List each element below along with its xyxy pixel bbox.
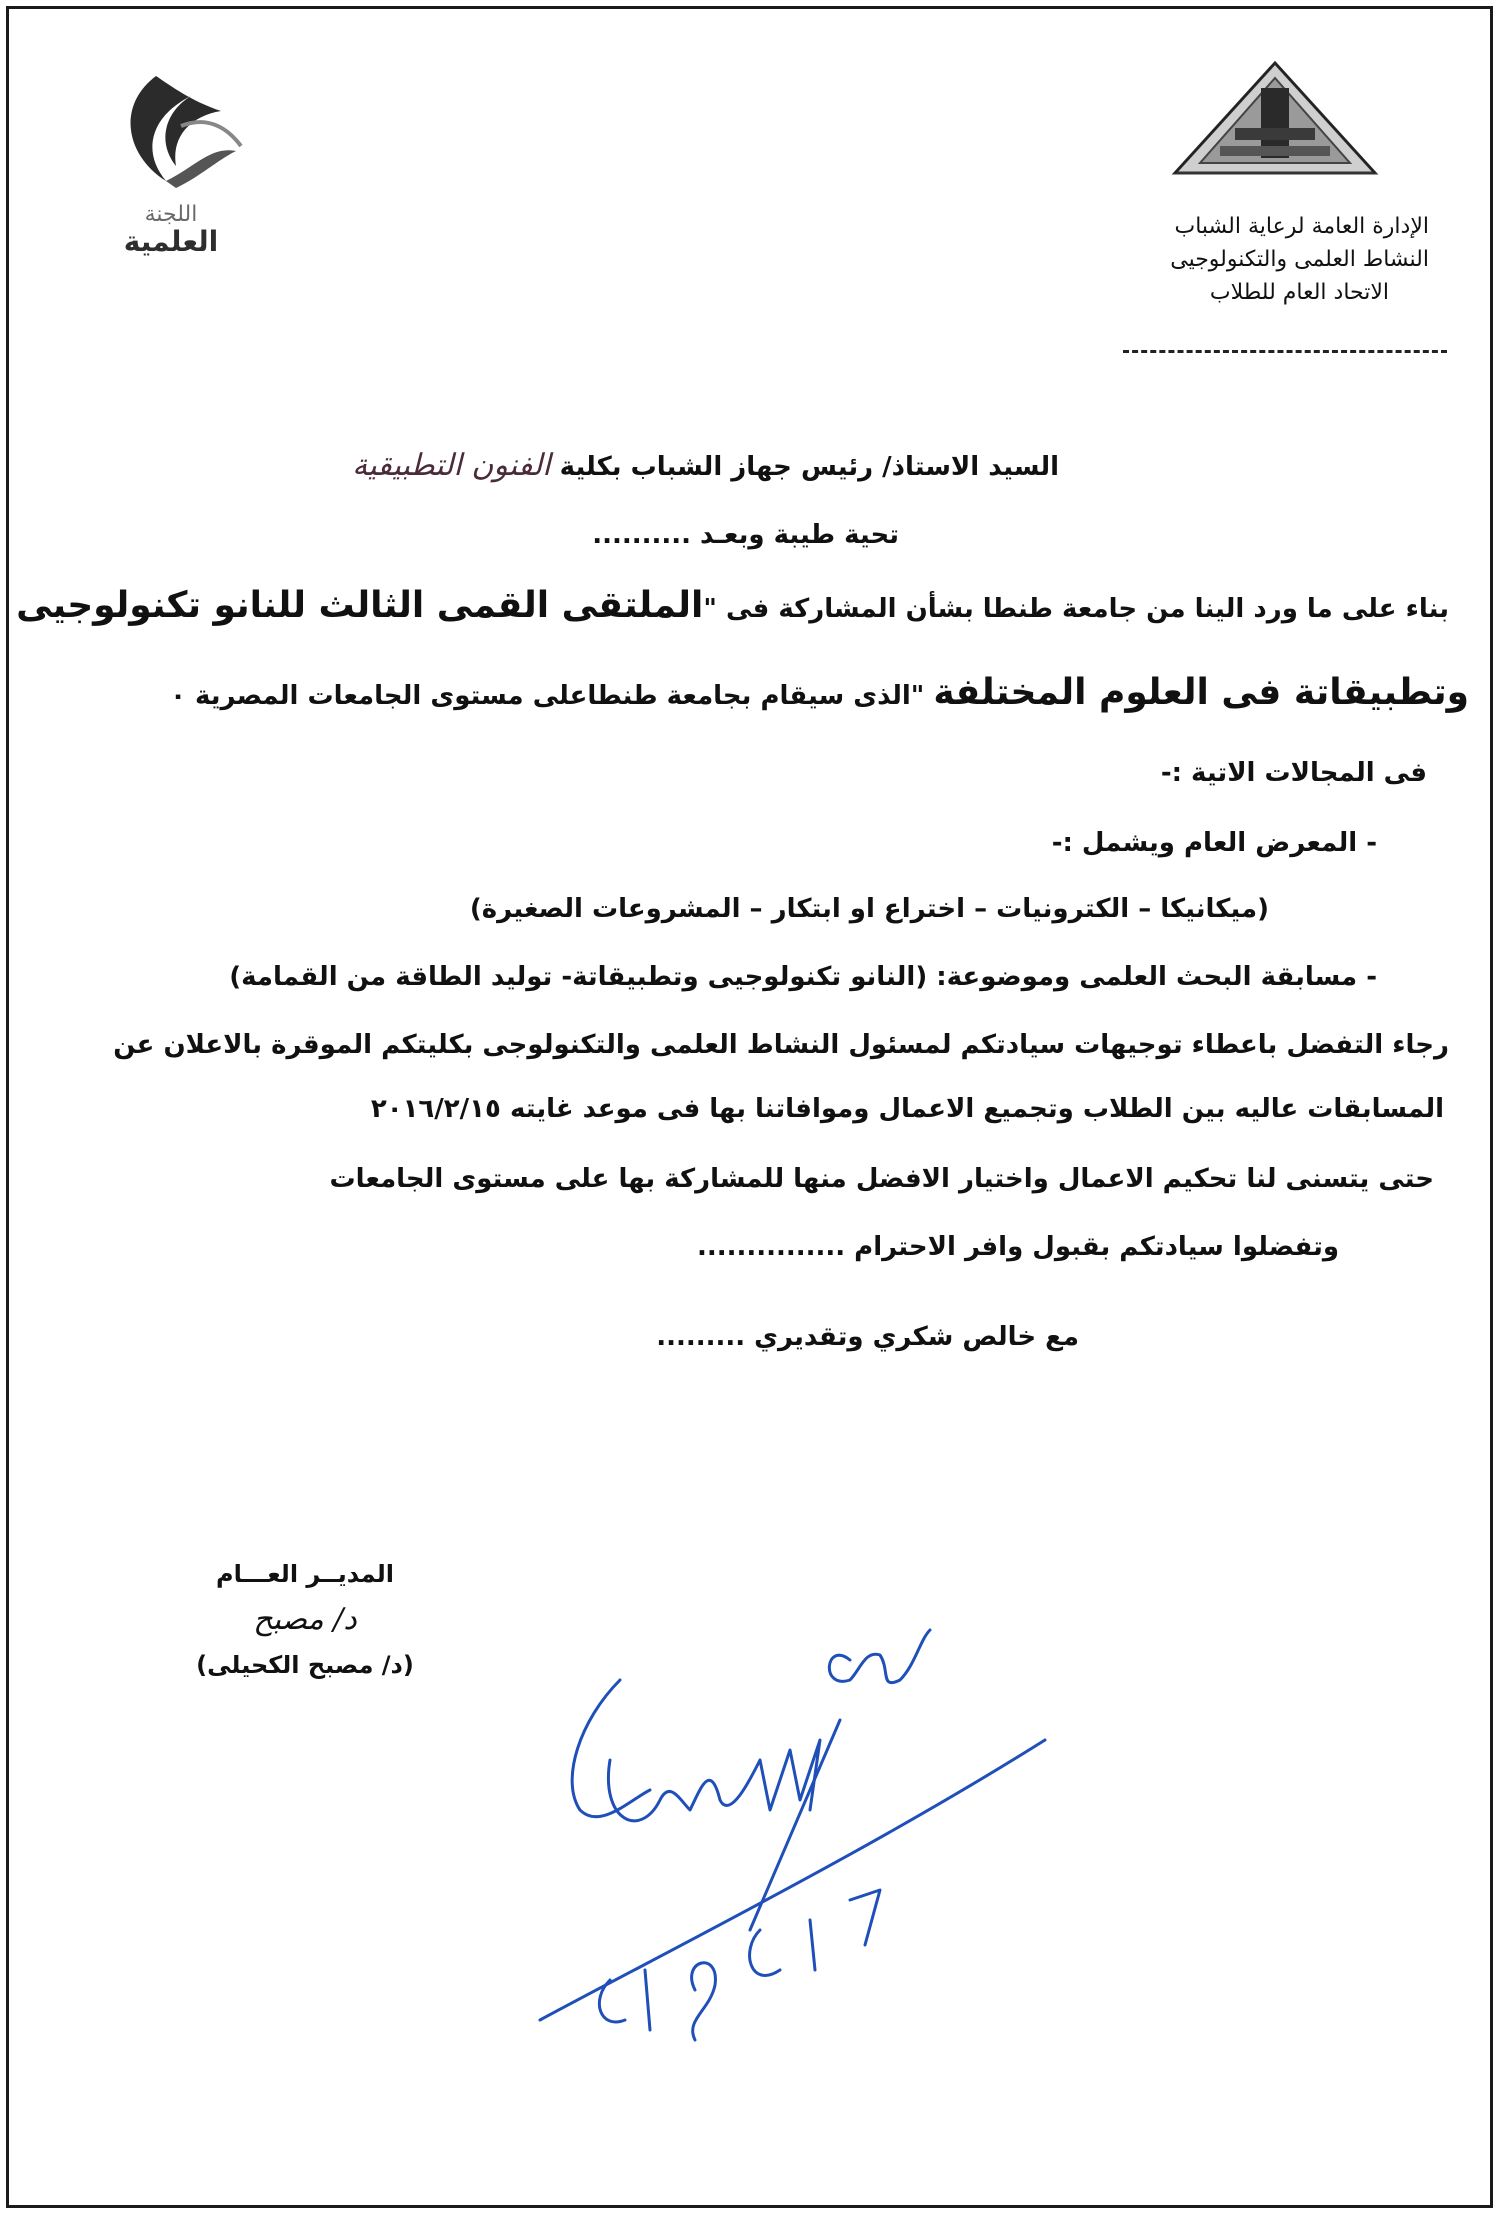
blue-signature-icon [520,1600,1060,2060]
svg-text:اللجنة: اللجنة [144,202,198,227]
field-item-1-detail: (ميكانيكا – الكترونيات – اختراع او ابتكار – المشروعات الصغيرة) [469,894,1269,924]
flame-emblem-icon [96,66,246,266]
pyramid-emblem-icon [1165,58,1385,183]
university-emblem [1165,58,1385,183]
field-item-2: - مسابقة البحث العلمى وموضوعة: (النانو تكنولوجيى وتطبيقاتة- توليد الطاقة من القمامة) [229,962,1377,992]
issuer-header [1009,210,1429,309]
signature-block [160,1560,450,1693]
header-line-2: النشاط العلمى والتكنولوجيى [1170,247,1429,272]
handwritten-approval [520,1600,1060,2060]
signatory-name: (د/ مصبح الكحيلى) [196,1651,414,1679]
header-line-3: الاتحاد العام للطلاب [1209,280,1389,305]
forum-title-continued: وتطبيقاتة فى العلوم المختلفة [933,672,1469,713]
thanks-line: مع خالص شكري وتقديري ......... [656,1322,1079,1352]
svg-text:١٨/٢/٢٠١٦: ١٨/٢/٢٠١٦ [615,2040,620,2041]
paragraph-1-text: بناء على ما ورد الينا من جامعة طنطا بشأن المشاركة فى " [703,594,1449,624]
field-item-1: - المعرض العام ويشمل :- [1051,828,1377,858]
paragraph-2-text: "الذى سيقام بجامعة طنطاعلى مستوى الجامعات المصرية ٠ [170,681,934,711]
signatory-title: المديــر العـــام [216,1560,394,1588]
signatory-scribble: د/ مصبح [253,1602,357,1637]
committee-logo [96,66,246,266]
addressee-handwritten: الفنون التطبيقية [352,448,551,483]
fields-intro: فى المجالات الاتية :- [1160,758,1427,788]
forum-title: الملتقى القمى الثالث للنانو تكنولوجيى [16,585,704,626]
svg-text:العلمية: العلمية [123,225,219,258]
request-line-1: رجاء التفضل باعطاء توجيهات سيادتكم لمسئول النشاط العلمى والتكنولوجى بكليتكم الموقرة بالاعلان عن [113,1030,1449,1060]
paragraph-2 [170,672,1469,713]
closing-line: وتفضلوا سيادتكم بقبول وافر الاحترام ............... [696,1232,1339,1262]
header-line-1: الإدارة العامة لرعاية الشباب [1174,214,1429,239]
addressee-prefix: السيد الاستاذ/ رئيس جهاز الشباب بكلية [559,452,1059,482]
greeting: تحية طيبة وبعـد .......... [592,520,899,550]
request-line-2: المسابقات عاليه بين الطلاب وتجميع الاعمال وموافاتنا بها فى موعد غايته ٢٠١٦/٢/١٥ [370,1094,1444,1124]
addressee [352,448,1059,483]
request-line-3: حتى يتسنى لنا تحكيم الاعمال واختيار الافضل منها للمشاركة بها على مستوى الجامعات [329,1164,1434,1194]
header-divider [1123,350,1447,353]
paragraph-1 [16,585,1449,626]
svg-text:موافق: موافق [847,1690,850,1691]
